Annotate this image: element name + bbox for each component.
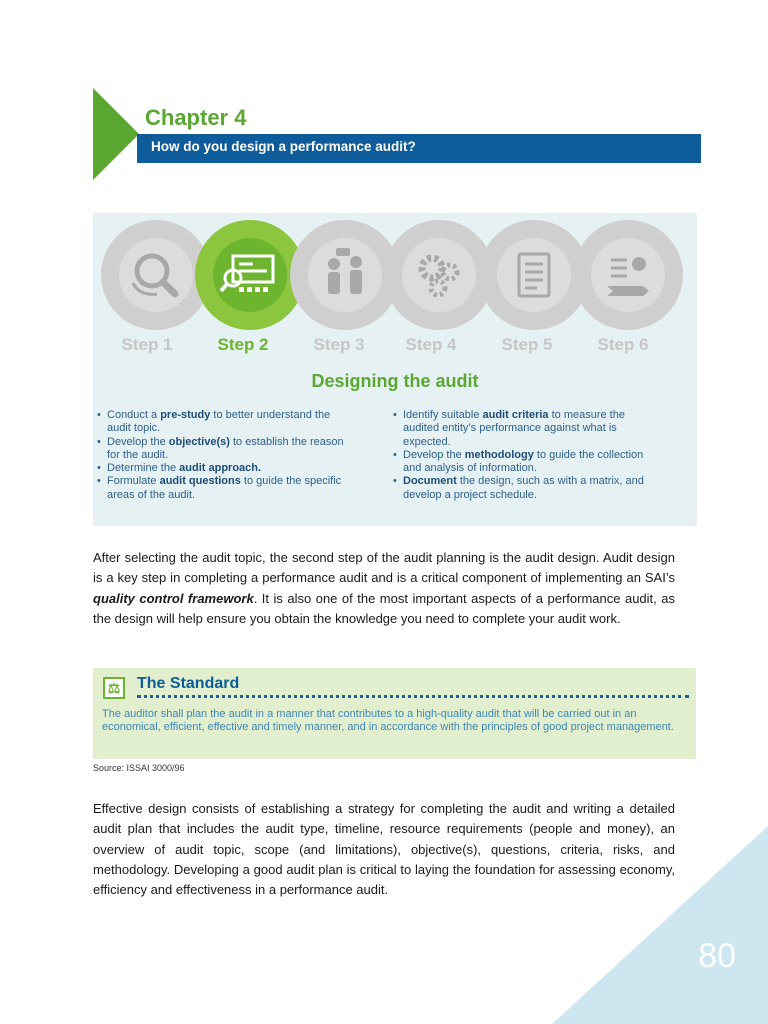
chapter-title: Chapter 4	[145, 105, 247, 130]
body-paragraph-2: Effective design consists of establishing a strategy for completing the audit and writing a detailed audit plan that includes the audit type, timeline, resource requirements (people and money), an overview of audit topic, scope (and limitations), objective(s), questions, criteria, risks, and methodology. Developing a good audit plan is critical to laying the foundation for assessing economy, efficiency and effectiveness in a performance audit.	[93, 801, 675, 898]
chapter-subtitle-bar	[137, 134, 701, 163]
step-heading: Designing the audit	[311, 371, 479, 391]
step-2-label: Step 2	[217, 335, 269, 354]
right-bullet-list	[393, 409, 663, 502]
standard-box	[93, 668, 696, 759]
page-number: 80	[698, 937, 736, 975]
source-citation: Source: ISSAI 3000/96	[93, 763, 185, 773]
people-icon	[308, 238, 382, 312]
gears-icon	[402, 238, 476, 312]
gavel-icon: ⚖	[103, 677, 125, 699]
document-check-icon	[591, 238, 665, 312]
dotted-divider	[137, 695, 689, 698]
bullet-item: • Develop the methodology to guide the collection and analysis of information.	[393, 449, 663, 476]
step-6-circle	[573, 220, 683, 330]
bullet-item: • Develop the objective(s) to establish the reason for the audit.	[97, 436, 352, 463]
checklist-icon	[497, 238, 571, 312]
chapter-triangle-decoration	[93, 88, 139, 180]
bullet-item: • Conduct a pre-study to better understand the audit topic.	[97, 409, 352, 436]
left-bullet-list	[97, 409, 352, 502]
body-paragraph-1: After selecting the audit topic, the second step of the audit planning is the audit design. Audit design is a key step in completing a performance audit and is a critical component of implementing an SAI’s quality control framework. It is also one of the most important aspects of a performance audit, as the design will help ensure you obtain the knowledge you need to complete your audit work.	[93, 550, 675, 626]
step-4-label: Step 4	[405, 335, 457, 354]
bullet-item: • Document the design, such as with a matrix, and develop a project schedule.	[393, 475, 663, 502]
step-4-circle	[384, 220, 494, 330]
chapter-subtitle: How do you design a performance audit?	[151, 139, 416, 154]
bullet-item: • Determine the audit approach.	[97, 462, 352, 475]
magnifier-icon	[119, 238, 193, 312]
step-5-label: Step 5	[501, 335, 553, 354]
page-corner-decoration	[552, 826, 768, 1024]
step-1-label: Step 1	[121, 335, 173, 354]
bullet-item: • Identify suitable audit criteria to measure the audited entity’s performance against what is expected.	[393, 409, 663, 449]
plan-board-icon	[213, 238, 287, 312]
standard-title: The Standard	[137, 675, 240, 692]
bullet-item: • Formulate audit questions to guide the specific areas of the audit.	[97, 475, 352, 502]
standard-text: The auditor shall plan the audit in a manner that contributes to a high-quality audit that will be carried out in an economical, efficient, effective and timely manner, and in accordance with the principles of good project management.	[102, 708, 674, 734]
step-2-circle	[195, 220, 305, 330]
step-3-label: Step 3	[313, 335, 365, 354]
step-6-label: Step 6	[597, 335, 649, 354]
audit-steps-panel	[93, 213, 697, 526]
